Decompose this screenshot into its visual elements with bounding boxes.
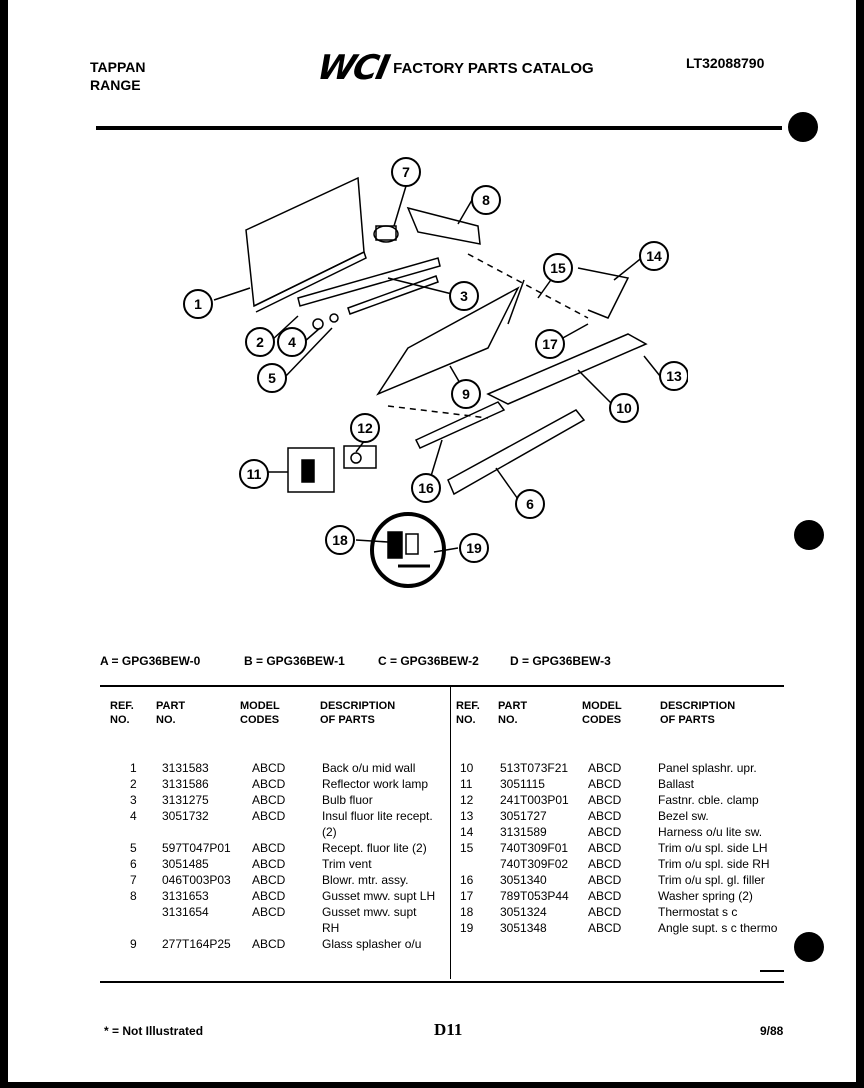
svg-text:14: 14 (646, 248, 662, 264)
model-codes: ABCD (588, 873, 622, 887)
wci-logo: WCI (313, 48, 392, 88)
description: Gusset mwv. supt LH (322, 889, 436, 903)
model-codes: ABCD (252, 905, 286, 919)
model-codes: ABCD (252, 777, 286, 791)
part-no: 3131589 (500, 825, 547, 839)
description: Back o/u mid wall (322, 761, 416, 775)
part-no: 046T003P03 (162, 873, 231, 887)
model-codes: ABCD (588, 809, 622, 823)
ref-no: 6 (130, 857, 137, 871)
svg-text:13: 13 (666, 368, 682, 384)
part-no: 277T164P25 (162, 937, 231, 951)
svg-text:1: 1 (194, 296, 202, 312)
svg-text:15: 15 (550, 260, 566, 276)
part-no: 3131586 (162, 777, 209, 791)
part-no: 3131653 (162, 889, 209, 903)
model-codes: ABCD (588, 905, 622, 919)
callout-2 (246, 328, 274, 356)
part-no: 3051732 (162, 809, 209, 823)
binder-hole-icon (788, 112, 818, 142)
model-codes: ABCD (588, 761, 622, 775)
callout-5 (258, 364, 286, 392)
header-ref-no: REF. NO. (456, 700, 480, 726)
callout-17 (536, 330, 564, 358)
description: Trim o/u spl. side RH (658, 857, 770, 871)
description: Angle supt. s c thermo (658, 921, 778, 935)
header-part-no: PART NO. (156, 700, 186, 726)
part-no: 3131275 (162, 793, 209, 807)
callout-18 (326, 526, 354, 554)
part-no: 3051727 (500, 809, 547, 823)
ref-no: 14 (460, 825, 474, 839)
description: Trim vent (322, 857, 372, 871)
header-ref-no: REF. NO. (110, 700, 134, 726)
ref-no: 2 (130, 777, 137, 791)
part-no: 740T309F01 (500, 841, 569, 855)
ref-no: 17 (460, 889, 474, 903)
ref-no: 10 (460, 761, 474, 775)
part-no: 3051340 (500, 873, 547, 887)
part-no: 3131583 (162, 761, 209, 775)
catalog-page (8, 0, 856, 1082)
model-code-c: C = GPG36BEW-2 (378, 654, 479, 668)
callout-3 (450, 282, 478, 310)
ref-no: 7 (130, 873, 137, 887)
svg-text:8: 8 (482, 192, 490, 208)
model-codes: ABCD (252, 937, 286, 951)
page-number: D11 (434, 1020, 463, 1039)
description: Washer spring (2) (658, 889, 753, 903)
model-codes: ABCD (588, 777, 622, 791)
parts-table (100, 685, 784, 983)
ref-no: 13 (460, 809, 474, 823)
part-no: 789T053P44 (500, 889, 569, 903)
ref-no: 18 (460, 905, 474, 919)
exploded-parts-diagram (168, 148, 688, 598)
callout-19 (460, 534, 488, 562)
description: RH (322, 921, 340, 935)
description: Thermostat s c (658, 905, 738, 919)
part-no: 3131654 (162, 905, 209, 919)
svg-text:12: 12 (357, 420, 373, 436)
description: Harness o/u lite sw. (658, 825, 763, 839)
binder-hole-icon (794, 520, 824, 550)
description: Trim o/u spl. side LH (658, 841, 768, 855)
catalog-header (313, 48, 594, 88)
ref-no: 1 (130, 761, 137, 775)
description: Recept. fluor lite (2) (322, 841, 427, 855)
description: Bezel sw. (658, 809, 709, 823)
description: Bulb fluor (322, 793, 373, 807)
description: Insul fluor lite recept. (322, 809, 433, 823)
callout-4 (278, 328, 306, 356)
catalog-number: LT32088790 (686, 55, 765, 71)
brand-name: TAPPAN (90, 59, 146, 75)
table-end-mark (760, 970, 784, 972)
revision-date: 9/88 (760, 1024, 784, 1038)
model-codes: ABCD (252, 793, 286, 807)
callout-15 (544, 254, 572, 282)
description: Trim o/u spl. gl. filler (658, 873, 765, 887)
model-codes: ABCD (252, 841, 286, 855)
description: Reflector work lamp (322, 777, 429, 791)
ref-no: 11 (460, 777, 473, 791)
callout-16 (412, 474, 440, 502)
ref-no: 5 (130, 841, 137, 855)
ref-no: 12 (460, 793, 474, 807)
ref-no: 15 (460, 841, 474, 855)
catalog-title: FACTORY PARTS CATALOG (393, 59, 594, 77)
part-no: 241T003P01 (500, 793, 569, 807)
header-description: DESCRIPTION OF PARTS (320, 700, 396, 726)
callout-14 (640, 242, 668, 270)
svg-text:4: 4 (288, 334, 296, 350)
model-codes: ABCD (252, 889, 286, 903)
footnote: * = Not Illustrated (104, 1024, 204, 1038)
svg-text:19: 19 (466, 540, 482, 556)
callout-13 (660, 362, 688, 390)
svg-text:7: 7 (402, 164, 410, 180)
part-no: 513T073F21 (500, 761, 569, 775)
callout-6 (516, 490, 544, 518)
part-no: 597T047P01 (162, 841, 231, 855)
svg-text:10: 10 (616, 400, 632, 416)
model-codes: ABCD (252, 873, 286, 887)
model-codes: ABCD (252, 809, 286, 823)
brand-block (90, 58, 145, 94)
description: Glass splasher o/u (322, 937, 422, 951)
description: (2) (322, 825, 337, 839)
callout-12 (351, 414, 379, 442)
description: Gusset mwv. supt (322, 905, 417, 919)
svg-text:9: 9 (462, 386, 470, 402)
svg-text:6: 6 (526, 496, 534, 512)
description: Blowr. mtr. assy. (322, 873, 409, 887)
header-rule (96, 126, 782, 130)
column-divider (450, 687, 451, 979)
part-no: 740T309F02 (500, 857, 569, 871)
callout-10 (610, 394, 638, 422)
product-type: RANGE (90, 77, 141, 93)
model-codes: ABCD (252, 857, 286, 871)
model-codes: ABCD (252, 761, 286, 775)
part-no: 3051485 (162, 857, 209, 871)
model-code-a: A = GPG36BEW-0 (100, 654, 201, 668)
model-codes: ABCD (588, 793, 622, 807)
description: Fastnr. cble. clamp (658, 793, 759, 807)
callout-11 (240, 460, 268, 488)
part-no: 3051115 (500, 777, 545, 791)
model-codes: ABCD (588, 825, 622, 839)
description: Ballast (658, 777, 695, 791)
model-codes: ABCD (588, 889, 622, 903)
callout-7 (392, 158, 420, 186)
svg-text:18: 18 (332, 532, 348, 548)
model-codes: ABCD (588, 857, 622, 871)
ref-no: 16 (460, 873, 474, 887)
header-model-codes: MODEL CODES (240, 700, 280, 726)
ref-no: 4 (130, 809, 137, 823)
svg-text:11: 11 (246, 466, 262, 482)
svg-text:16: 16 (418, 480, 434, 496)
model-code-d: D = GPG36BEW-3 (510, 654, 611, 668)
part-no: 3051348 (500, 921, 547, 935)
binder-hole-icon (794, 932, 824, 962)
ref-no: 19 (460, 921, 474, 935)
ref-no: 8 (130, 889, 137, 903)
callout-9 (452, 380, 480, 408)
callout-8 (472, 186, 500, 214)
header-part-no: PART NO. (498, 700, 528, 726)
model-codes: ABCD (588, 921, 622, 935)
description: Panel splashr. upr. (658, 761, 757, 775)
part-no: 3051324 (500, 905, 547, 919)
model-code-b: B = GPG36BEW-1 (244, 654, 345, 668)
model-codes: ABCD (588, 841, 622, 855)
ref-no: 9 (130, 937, 137, 951)
callout-1 (184, 290, 212, 318)
header-description: DESCRIPTION OF PARTS (660, 700, 736, 726)
header-model-codes: MODEL CODES (582, 700, 622, 726)
svg-text:5: 5 (268, 370, 276, 386)
ref-no: 3 (130, 793, 137, 807)
svg-text:17: 17 (542, 336, 558, 352)
svg-text:2: 2 (256, 334, 264, 350)
svg-text:3: 3 (460, 288, 468, 304)
